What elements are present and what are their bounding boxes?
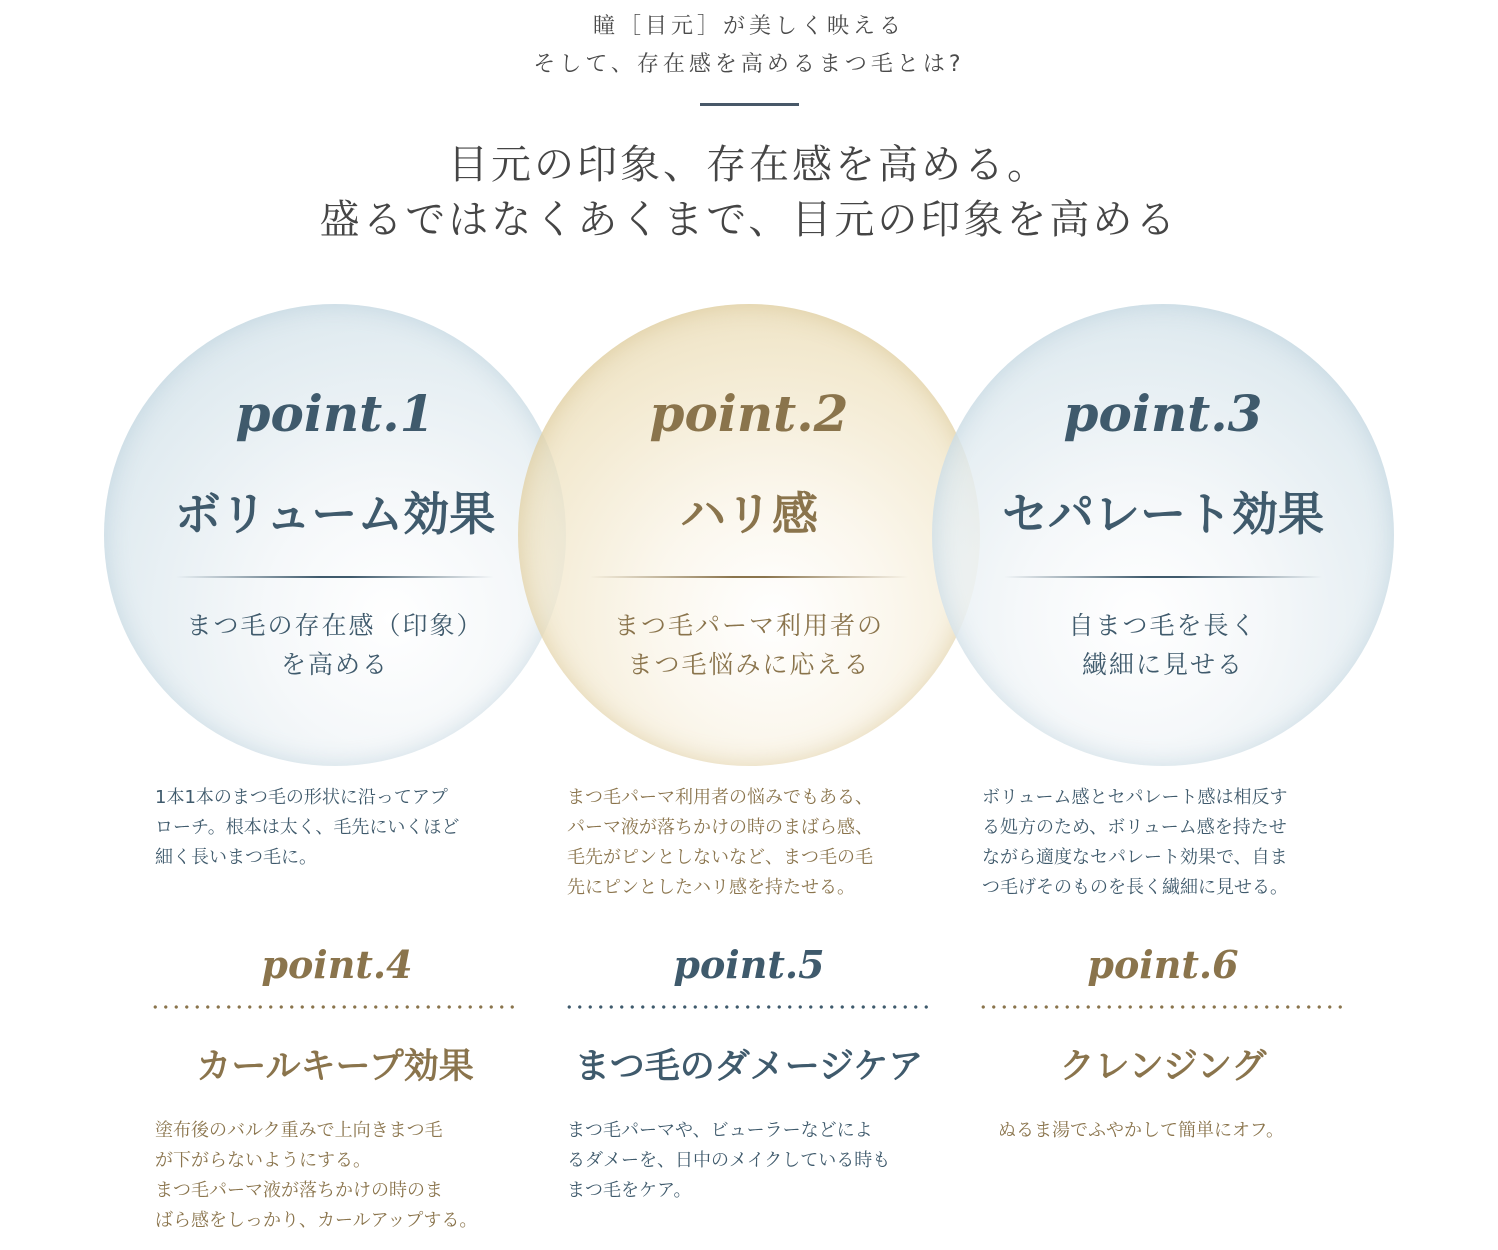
point-3-subtitle-line: 繊細に見せる [1081,650,1244,679]
point-2-subtitle-line: まつ毛パーマ利用者の [613,611,884,640]
point-6-dotted-divider [978,1004,1344,1010]
point-1-subtitle-line: まつ毛の存在感（印象） [186,611,484,640]
description-line: 細く長いまつ毛に。 [155,847,317,868]
description-line: パーマ液が落ちかけの時のまばら感、 [567,817,873,838]
point-6-description [998,1116,1368,1146]
intro-text [0,8,1498,84]
intro-line-1: 瞳［目元］が美しく映える [592,14,905,39]
point-5-title: まつ毛のダメージケア [574,1046,924,1087]
point-6-label: point.6 [1087,942,1239,987]
description-line: が下がらないようにする。 [155,1150,371,1171]
description-line: ボリューム感とセパレート感は相反す [982,787,1288,808]
description-line: まつ毛パーマ利用者の悩みでもある、 [567,787,873,808]
point-1-divider [176,576,494,578]
point-1-subtitle [104,606,566,684]
description-line: る処方のため、ボリューム感を持たせ [982,817,1287,838]
point-4-label: point.4 [261,942,413,987]
point-2-subtitle [518,606,980,684]
point-2-divider [590,576,908,578]
point-3-subtitle [932,606,1394,684]
description-line: ローチ。根本は太く、毛先にいくほど [155,817,460,838]
description-line: ばら感をしっかり、カールアップする。 [155,1210,478,1231]
headline [0,138,1498,248]
point-3-label: point.3 [1063,384,1263,443]
point-2-description [567,783,937,903]
intro-line-2: そして、存在感を高めるまつ毛とは? [533,52,965,77]
description-line: 毛先がピンとしないなど、まつ毛の毛 [567,847,873,868]
point-2-label: point.2 [649,384,849,443]
description-line: 1本1本のまつ毛の形状に沿ってアプ [155,787,448,808]
description-line: まつ毛パーマや、ビューラーなどによ [567,1120,873,1141]
point-6-title: クレンジング [1059,1046,1267,1087]
description-line: 塗布後のバルク重みで上向きまつ毛 [155,1120,443,1141]
description-line: ぬるま湯でふやかして簡単にオフ。 [998,1120,1285,1141]
point-1-label: point.1 [235,384,435,443]
point-4-title: カールキープ効果 [196,1046,474,1087]
point-3-description [982,783,1352,903]
point-1-description [155,783,525,873]
intro-divider [700,103,799,106]
point-2-subtitle-line: まつ毛悩みに応える [627,650,871,679]
point-4-dotted-divider [150,1004,516,1010]
point-1-subtitle-line: を高める [280,650,389,679]
headline-line-1: 目元の印象、存在感を高める。 [448,142,1050,188]
point-5-label: point.5 [673,942,825,987]
point-5-dotted-divider [564,1004,930,1010]
description-line: つ毛げそのものを長く繊細に見せる。 [982,877,1288,898]
point-1-title: ボリューム効果 [174,487,496,541]
point-4-description [155,1116,525,1236]
point-3-title: セパレート効果 [1002,487,1324,541]
point-3-divider [1004,576,1322,578]
description-line: まつ毛をケア。 [567,1180,692,1201]
headline-line-2: 盛るではなくあくまで、目元の印象を高める [319,197,1179,243]
point-3-subtitle-line: 自まつ毛を長く [1068,611,1258,640]
description-line: ながら適度なセパレート効果で、自ま [982,847,1288,868]
description-line: まつ毛パーマ液が落ちかけの時のま [155,1180,443,1201]
description-line: るダメーを、日中のメイクしている時も [567,1150,891,1171]
point-5-description [567,1116,937,1206]
description-line: 先にピンとしたハリ感を持たせる。 [567,877,855,898]
point-2-title: ハリ感 [680,487,818,541]
